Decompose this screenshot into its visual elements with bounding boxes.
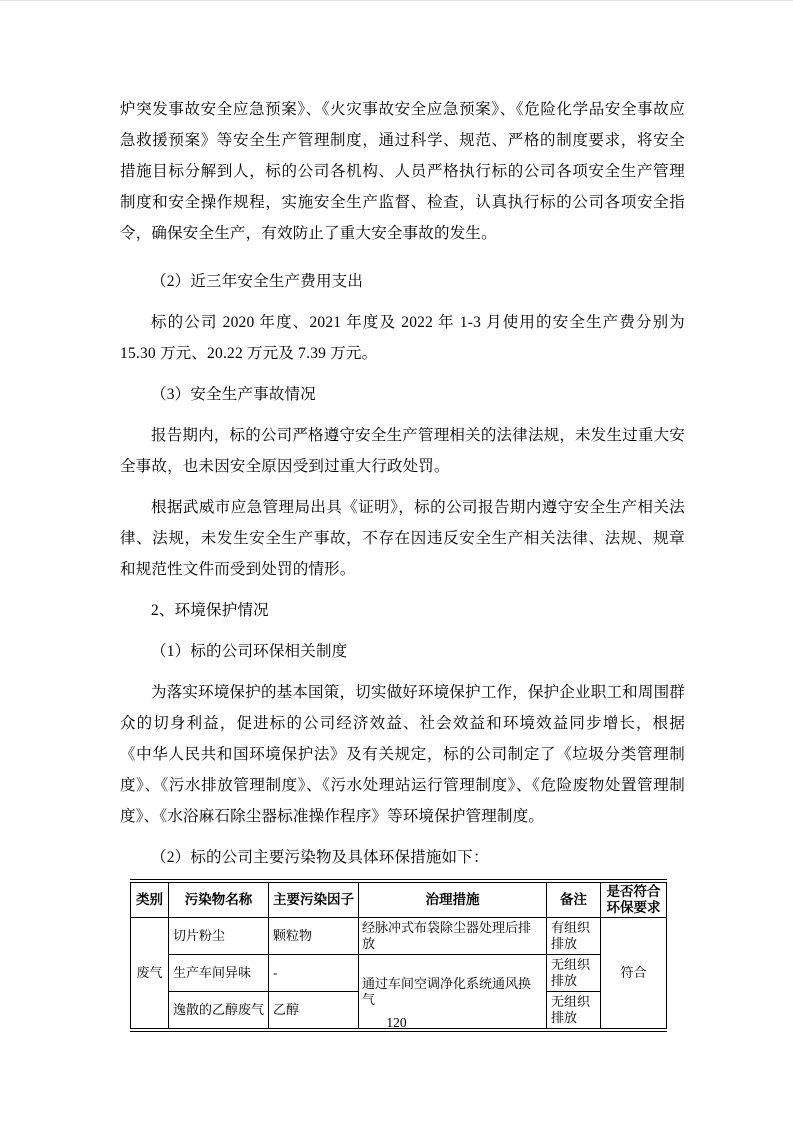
paragraph-accident-1: 报告期内，标的公司严格遵守安全生产管理相关的法律法规，未发生过重大安全事故，也未因安全原因受到过重大行政处罚。 [120, 427, 685, 475]
cell-treatment: 通过车间空调净化系统通风换气 [359, 955, 547, 1031]
document-content [120, 94, 685, 1032]
cell-pollutant-name: 切片粉尘 [169, 918, 269, 955]
heading-env-system: （1）标的公司环保相关制度 [151, 643, 348, 660]
cell-category: 废气 [131, 918, 169, 1031]
table-header-row [131, 881, 667, 918]
col-header-note: 备注 [547, 881, 601, 918]
heading-safety-accident: （3）安全生产事故情况 [151, 386, 316, 403]
table-row [131, 955, 667, 992]
cell-main-factor: 乙醇 [269, 992, 359, 1031]
col-header-pollutant-name: 污染物名称 [169, 881, 269, 918]
cell-note: 有组织排放 [547, 918, 601, 955]
heading-safety-fee: （2）近三年安全生产费用支出 [151, 273, 364, 290]
paragraph-safety-fee: 标的公司 2020 年度、2021 年度及 2022 年 1-3 月使用的安全生产费分别为 15.30 万元、20.22 万元及 7.39 万元。 [120, 314, 685, 362]
pollutants-table [130, 879, 667, 1032]
cell-main-factor: - [269, 955, 359, 992]
page-number: 120 [386, 1015, 407, 1030]
heading-environment: 2、环境保护情况 [151, 602, 269, 619]
heading-pollutants-table: （2）标的公司主要污染物及具体环保措施如下： [151, 849, 489, 866]
col-header-treatment: 治理措施 [359, 881, 547, 918]
col-header-compliance: 是否符合环保要求 [601, 881, 667, 918]
col-header-category: 类别 [131, 881, 169, 918]
cell-compliance: 符合 [601, 918, 667, 1031]
paragraph-accident-2: 根据武威市应急管理局出具《证明》，标的公司报告期内遵守安全生产相关法律、法规，未发生安全生产事故，不存在因违反安全生产相关法律、法规、规章和规范性文件而受到处罚的情形。 [120, 499, 685, 578]
paragraph-safety-system: 炉突发事故安全应急预案》、《火灾事故安全应急预案》、《危险化学品安全事故应急救援预案》等安全生产管理制度，通过科学、规范、严格的制度要求，将安全措施目标分解到人，标的公司各机构、人员严格执行标的公司各项安全生产管理制度和安全操作规程，实施安全生产监督、检查，认真执行标的公司各项安全指令，确保安全生产，有效防止了重大安全事故的发生。 [120, 101, 685, 242]
paragraph-env-system: 为落实环境保护的基本国策，切实做好环境保护工作，保护企业职工和周围群众的切身利益，促进标的公司经济效益、社会效益和环境效益同步增长，根据《中华人民共和国环境保护法》及有关规定，标的公司制定了《垃圾分类管理制度》、《污水排放管理制度》、《污水处理站运行管理制度》、《危险废物处置管理制度》、《水浴麻石除尘器标准操作程序》等环境保护管理制度。 [120, 684, 685, 825]
table-row [131, 918, 667, 955]
cell-note: 无组织排放 [547, 992, 601, 1031]
cell-pollutant-name: 逸散的乙醇废气 [169, 992, 269, 1031]
col-header-main-factor: 主要污染因子 [269, 881, 359, 918]
cell-pollutant-name: 生产车间异味 [169, 955, 269, 992]
cell-treatment: 经脉冲式布袋除尘器处理后排放 [359, 918, 547, 955]
cell-note: 无组织排放 [547, 955, 601, 992]
cell-main-factor: 颗粒物 [269, 918, 359, 955]
